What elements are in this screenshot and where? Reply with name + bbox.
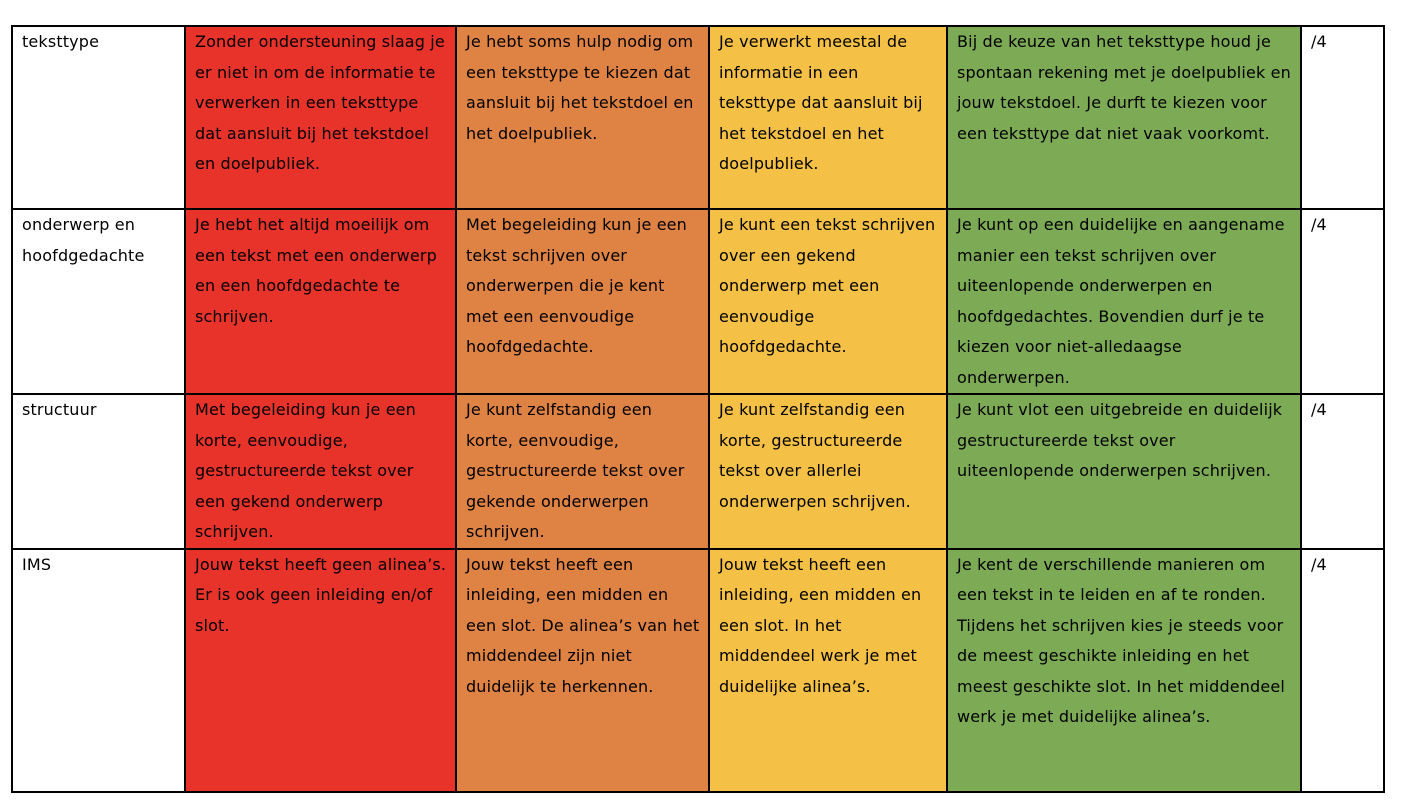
score-label: /4 [1311, 554, 1327, 574]
level-3-text: Je kunt een tekst schrijven over een gekend onderwerp met een eenvoudige hoofdgedachte. [719, 215, 936, 356]
level-4-text: Bij de keuze van het teksttype houd je spontaan rekening met je doelpubliek en jouw tekstdoel. Je durft te kiezen voor een teksttype dat niet vaak voorkomt. [957, 32, 1291, 143]
level-2-text: Jouw tekst heeft een inleiding, een midden en een slot. De alinea’s van het middendeel zijn niet duidelijk te herkennen. [466, 554, 700, 696]
score-label: /4 [1311, 32, 1327, 51]
level-2-cell [456, 549, 709, 792]
score-cell [1301, 394, 1384, 549]
level-3-text: Jouw tekst heeft een inleiding, een midden en een slot. In het middendeel werk je met duidelijke alinea’s. [719, 554, 922, 696]
level-1-cell [185, 209, 456, 394]
level-4-text: Je kent de verschillende manieren om een tekst in te leiden en af te ronden. Tijdens het schrijven kies je steeds voor de meest geschikte inleiding en het meest geschikte slot. In het middendeel werk je met duidelijke alinea’s. [957, 554, 1285, 726]
level-1-cell [185, 549, 456, 792]
level-3-text: Je verwerkt meestal de informatie in een teksttype dat aansluit bij het tekstdoel en het doelpubliek. [719, 32, 923, 173]
level-4-cell [947, 549, 1301, 792]
level-1-text: Met begeleiding kun je een korte, eenvoudige, gestructureerde tekst over een gekend onderwerp schrijven. [195, 400, 416, 541]
score-cell [1301, 209, 1384, 394]
rubric-table [11, 25, 1385, 793]
level-1-text: Je hebt het altijd moeilijk om een tekst met een onderwerp en een hoofdgedachte te schrijven. [195, 215, 437, 326]
criterion-cell [12, 209, 185, 394]
score-cell [1301, 26, 1384, 209]
level-3-cell [709, 26, 947, 209]
score-cell [1301, 549, 1384, 792]
table-row [12, 549, 1384, 792]
criterion-label: IMS [22, 554, 52, 574]
score-label: /4 [1311, 215, 1327, 234]
criterion-cell [12, 394, 185, 549]
level-2-cell [456, 394, 709, 549]
level-1-cell [185, 26, 456, 209]
level-2-text: Je kunt zelfstandig een korte, eenvoudige, gestructureerde tekst over gekende onderwerpen schrijven. [466, 400, 685, 541]
level-4-text: Je kunt op een duidelijke en aangename manier een tekst schrijven over uiteenlopende onderwerpen en hoofdgedachtes. Bovendien durf je te kiezen voor niet-alledaagse onderwerpen. [957, 215, 1285, 387]
criterion-cell [12, 549, 185, 792]
level-1-text: Zonder ondersteuning slaag je er niet in om de informatie te verwerken in een teksttype dat aansluit bij het tekstdoel en doelpubliek. [195, 32, 445, 173]
table-row [12, 26, 1384, 209]
table-row [12, 394, 1384, 549]
level-3-text: Je kunt zelfstandig een korte, gestructureerde tekst over allerlei onderwerpen schrijven. [719, 400, 911, 511]
level-4-cell [947, 209, 1301, 394]
criterion-cell [12, 26, 185, 209]
table-row [12, 209, 1384, 394]
level-3-cell [709, 549, 947, 792]
criterion-label: teksttype [22, 32, 100, 51]
level-4-text: Je kunt vlot een uitgebreide en duidelijk gestructureerde tekst over uiteenlopende onderwerpen schrijven. [957, 400, 1283, 480]
level-2-text: Met begeleiding kun je een tekst schrijven over onderwerpen die je kent met een eenvoudige hoofdgedachte. [466, 215, 687, 356]
level-2-cell [456, 26, 709, 209]
level-1-text: Jouw tekst heeft geen alinea’s. Er is ook geen inleiding en/of slot. [195, 554, 447, 635]
level-4-cell [947, 394, 1301, 549]
level-3-cell [709, 394, 947, 549]
score-label: /4 [1311, 400, 1327, 419]
criterion-label: structuur [22, 400, 97, 419]
level-4-cell [947, 26, 1301, 209]
level-1-cell [185, 394, 456, 549]
criterion-label: onderwerp en hoofdgedachte [22, 215, 145, 265]
level-2-text: Je hebt soms hulp nodig om een teksttype te kiezen dat aansluit bij het tekstdoel en het doelpubliek. [466, 32, 694, 143]
level-3-cell [709, 209, 947, 394]
level-2-cell [456, 209, 709, 394]
